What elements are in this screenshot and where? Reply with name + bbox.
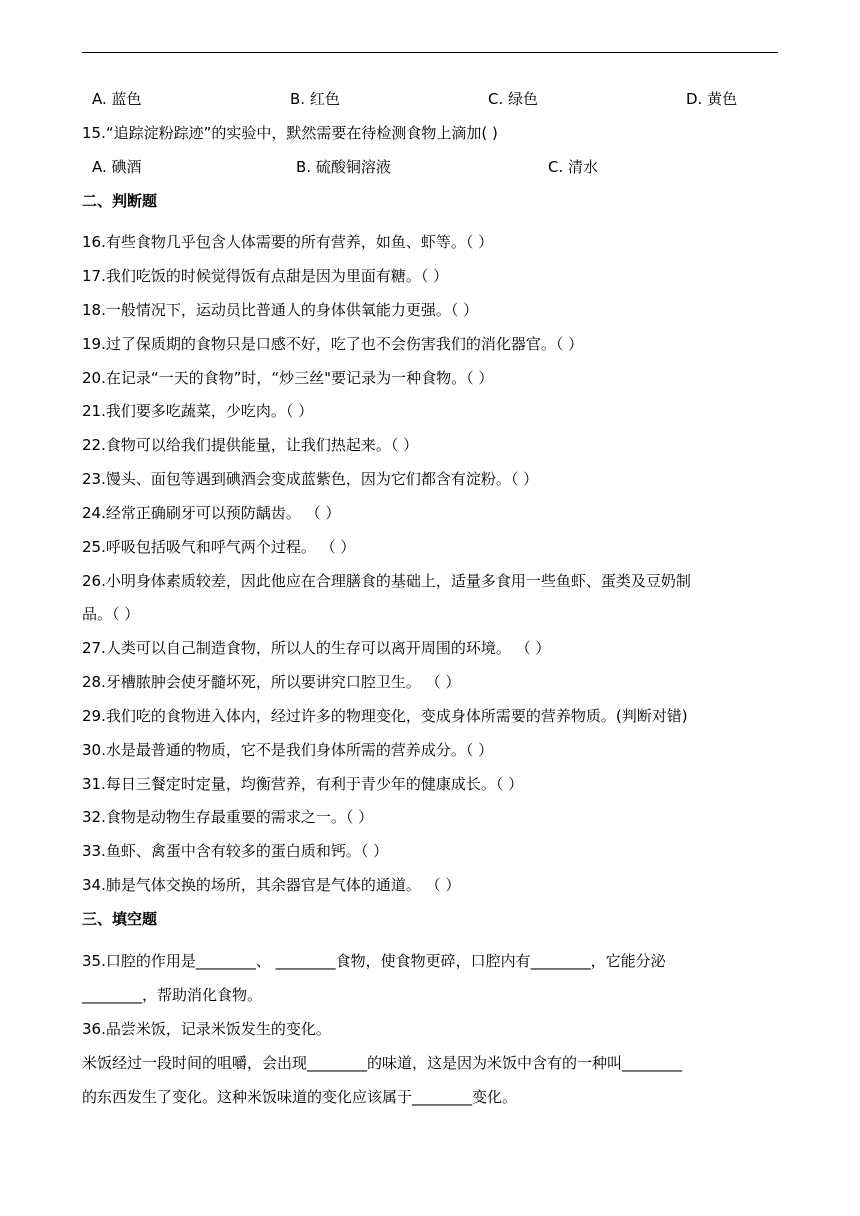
- question-24: 24.经常正确刷牙可以预防龋齿。 （ ）: [82, 504, 341, 522]
- question-31: 31.每日三餐定时定量，均衡营养，有利于青少年的健康成长。（ ）: [82, 775, 524, 793]
- question-20: 20.在记录“一天的食物”时，“炒三丝"要记录为一种食物。（ ）: [82, 369, 494, 387]
- question-16: 16.有些食物几乎包含人体需要的所有营养，如鱼、虾等。（ ）: [82, 233, 494, 251]
- question-35-line1: 35.口腔的作用是________、 ________食物，使食物更碎，口腔内有________，它能分泌: [82, 952, 666, 970]
- question-36-line1: 米饭经过一段时间的咀嚼，会出现________的味道，这是因为米饭中含有的一种叫________: [82, 1054, 683, 1072]
- question-32: 32.食物是动物生存最重要的需求之一。（ ）: [82, 808, 374, 826]
- q15-stem: 15.“追踪淀粉踪迹”的实验中，默然需要在待检测食物上滴加( ): [82, 124, 498, 142]
- question-36-line2: 的东西发生了变化。这种米饭味道的变化应该属于________变化。: [82, 1088, 518, 1106]
- question-23: 23.馒头、面包等遇到碘酒会变成蓝紫色，因为它们都含有淀粉。（ ）: [82, 470, 539, 488]
- question-21: 21.我们要多吃蔬菜，少吃肉。（ ）: [82, 402, 314, 420]
- q15-option-b: B. 硫酸铜溶液: [296, 158, 391, 176]
- question-22: 22.食物可以给我们提供能量，让我们热起来。（ ）: [82, 436, 419, 454]
- question-33: 33.鱼虾、禽蛋中含有较多的蛋白质和钙。（ ）: [82, 842, 389, 860]
- q14-option-a: A. 蓝色: [92, 90, 142, 108]
- section-title-judgment: 二、判断题: [82, 192, 158, 210]
- q15-option-c: C. 清水: [548, 158, 599, 176]
- question-17: 17.我们吃饭的时候觉得饭有点甜是因为里面有糖。（ ）: [82, 267, 449, 285]
- q15-option-a: A. 碘酒: [92, 158, 142, 176]
- question-26-line1: 26.小明身体素质较差，因此他应在合理膳食的基础上，适量多食用一些鱼虾、蛋类及豆奶制: [82, 572, 691, 590]
- question-25: 25.呼吸包括吸气和呼气两个过程。 （ ）: [82, 538, 356, 556]
- question-28: 28.牙槽脓肿会使牙髓坏死，所以要讲究口腔卫生。 （ ）: [82, 673, 461, 691]
- question-26-line2: 品。（ ）: [82, 605, 140, 623]
- q14-option-d: D. 黄色: [686, 90, 738, 108]
- question-29: 29.我们吃的食物进入体内，经过许多的物理变化，变成身体所需要的营养物质。(判断对错): [82, 707, 688, 725]
- question-34: 34.肺是气体交换的场所，其余器官是气体的通道。 （ ）: [82, 876, 461, 894]
- question-18: 18.一般情况下，运动员比普通人的身体供氧能力更强。（ ）: [82, 301, 479, 319]
- question-35-line2: ________，帮助消化食物。: [82, 986, 263, 1004]
- q14-option-c: C. 绿色: [488, 90, 539, 108]
- section-title-fill: 三、填空题: [82, 910, 158, 928]
- question-30: 30.水是最普通的物质，它不是我们身体所需的营养成分。（ ）: [82, 741, 494, 759]
- header-rule: [82, 52, 778, 53]
- question-36-stem: 36.品尝米饭，记录米饭发生的变化。: [82, 1020, 331, 1038]
- question-27: 27.人类可以自己制造食物，所以人的生存可以离开周围的环境。 （ ）: [82, 639, 551, 657]
- question-19: 19.过了保质期的食物只是口感不好，吃了也不会伤害我们的消化器官。（ ）: [82, 335, 584, 353]
- q14-option-b: B. 红色: [290, 90, 340, 108]
